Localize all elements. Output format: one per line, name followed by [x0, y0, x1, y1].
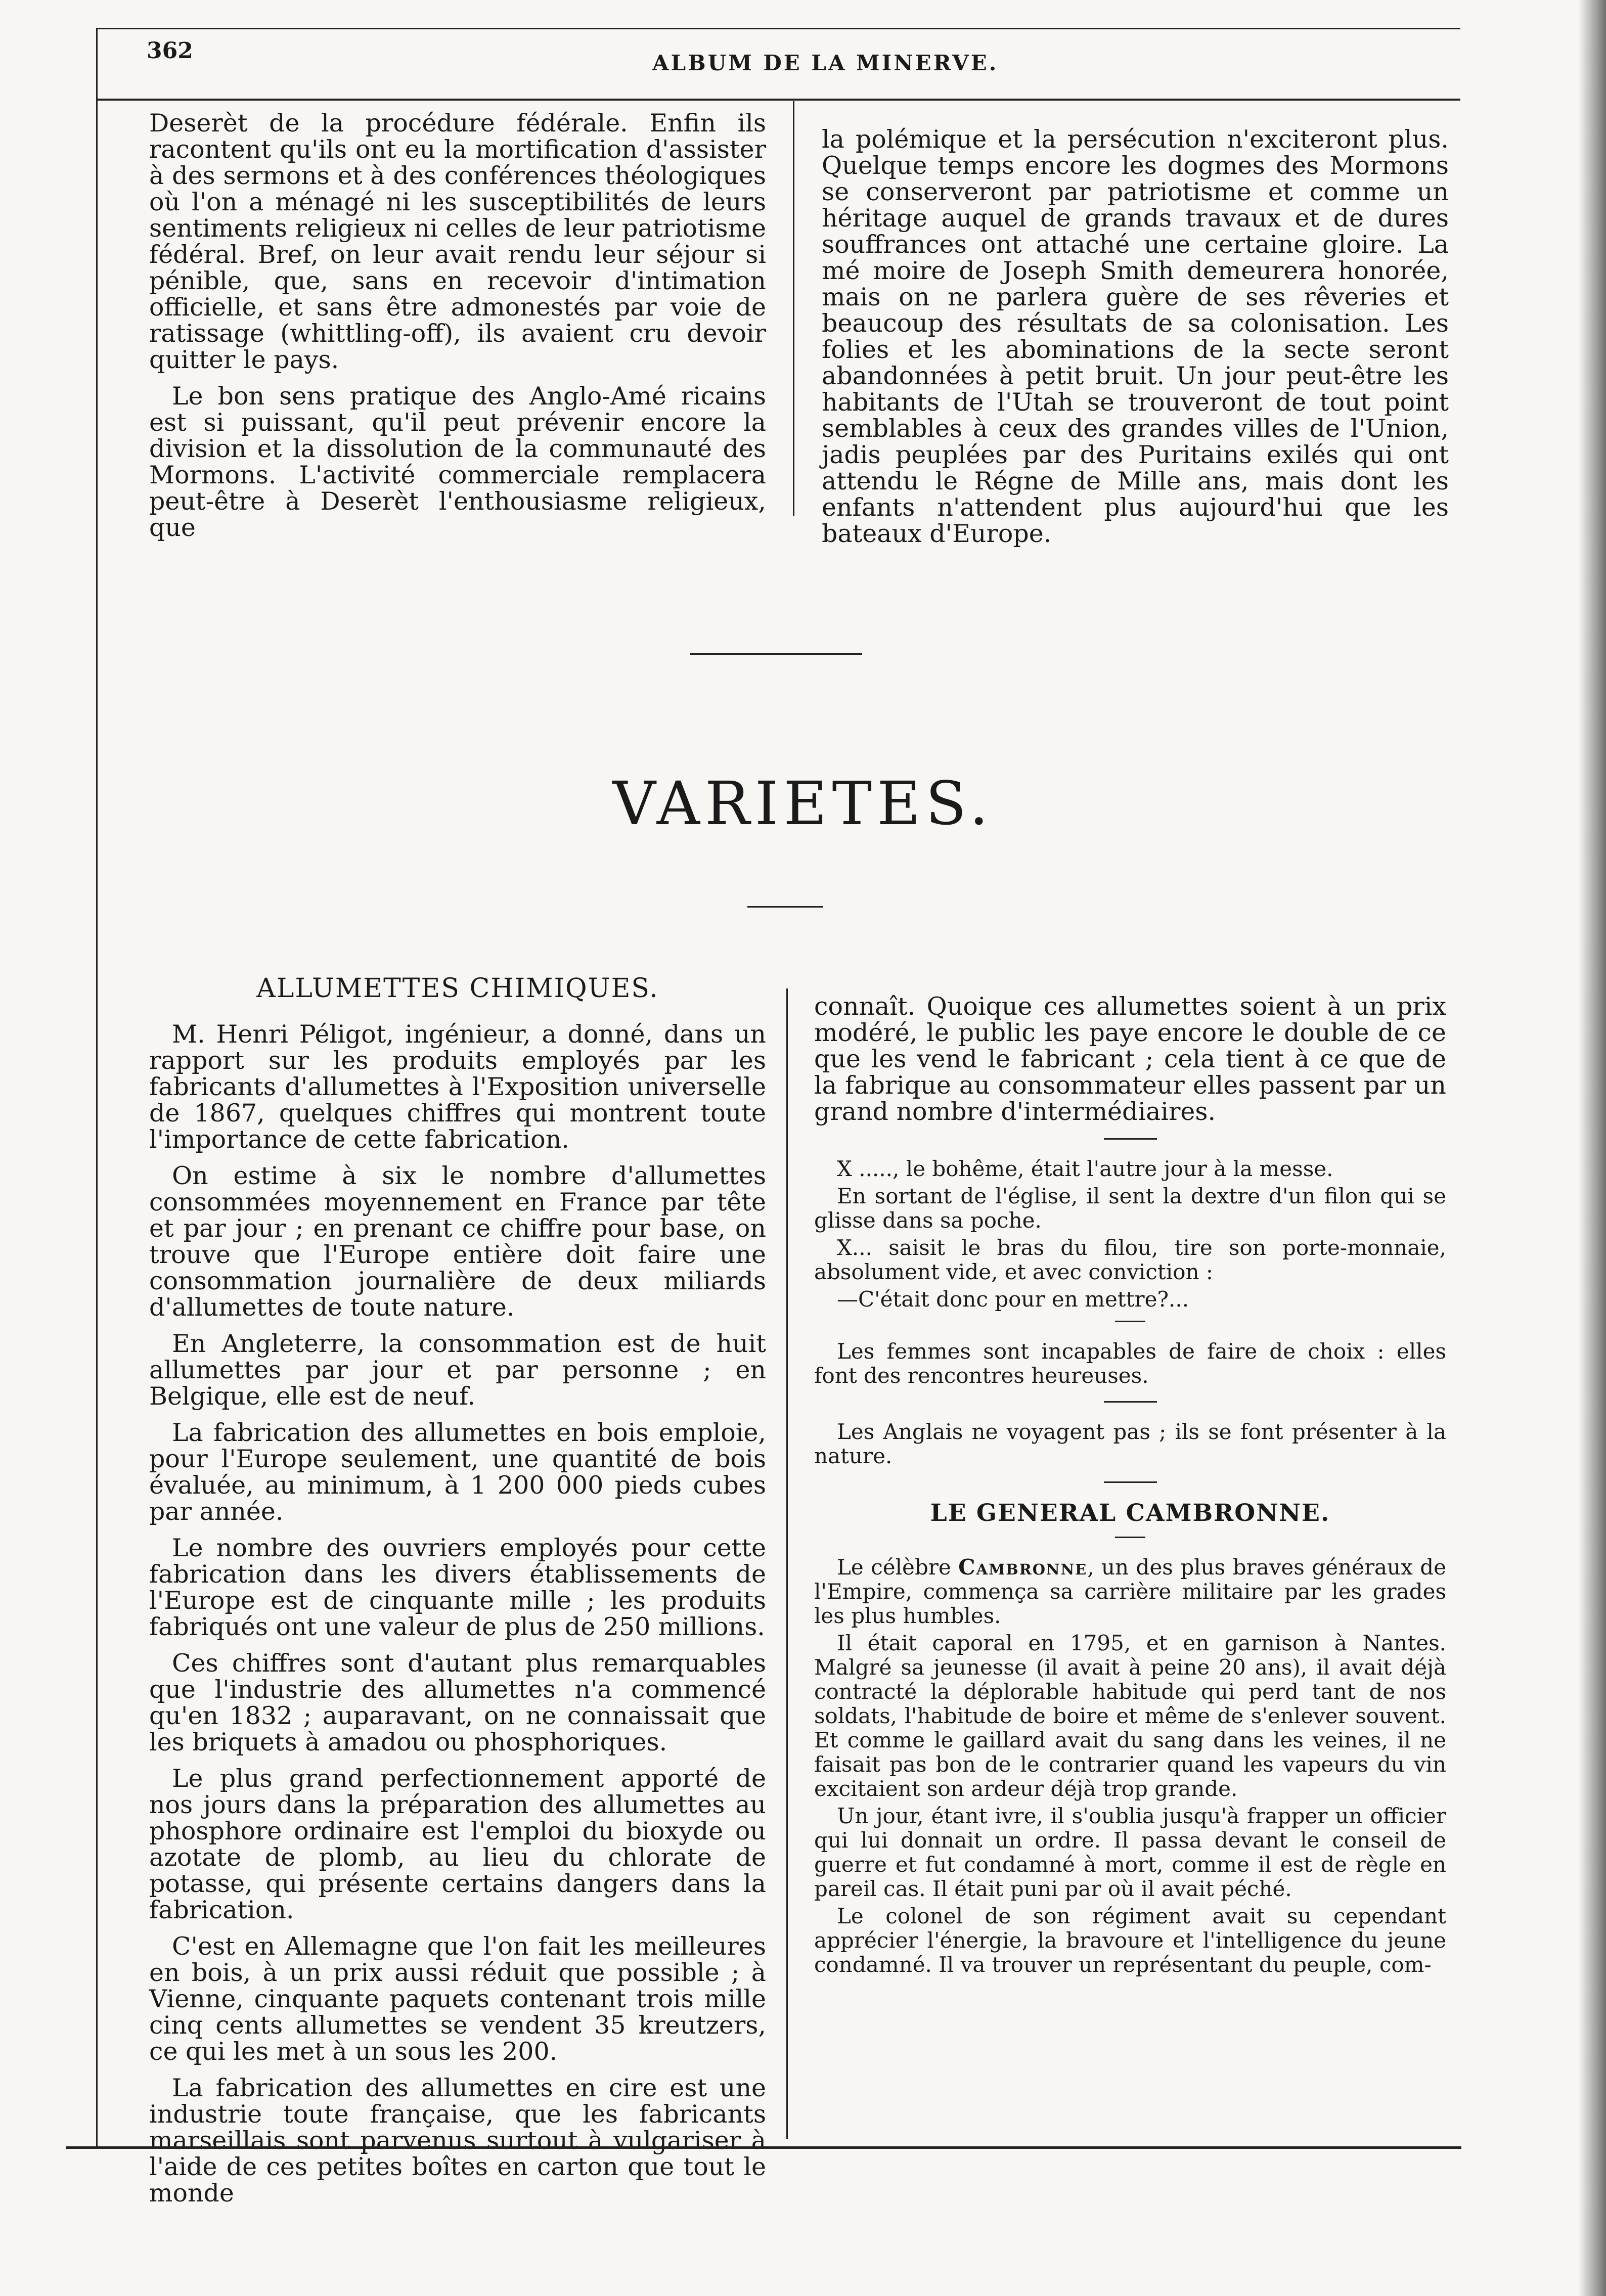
- section-separator: [690, 653, 862, 655]
- allumettes-left-column: [149, 1021, 766, 2217]
- paragraph: La fabrication des allumettes en cire est une industrie toute française, que les fabricants marseillais sont parvenus surtout à vulgariser à l'aide de ces petites boîtes en carton que tout le monde: [149, 2074, 766, 2208]
- running-title: ALBUM DE LA MINERVE.: [652, 51, 999, 75]
- cambronne-article: [814, 1555, 1446, 1977]
- paragraph: Les Anglais ne voyagent pas ; ils se font présenter à la nature.: [814, 1419, 1446, 1468]
- column-divider: [786, 988, 788, 2139]
- title-underline: [747, 906, 823, 908]
- separator: [1104, 1401, 1157, 1403]
- paragraph: X ....., le bohême, était l'autre jour à la messe.: [837, 1156, 1333, 1181]
- top-article-left-column: [149, 110, 766, 551]
- person-name: Cambronne: [958, 1555, 1088, 1580]
- right-column-varietes: [814, 994, 1446, 1980]
- column-divider: [793, 101, 794, 516]
- paragraph: Le colonel de son régiment avait su cependant apprécier l'énergie, la bravoure et l'intelligence du jeune condamné. Il va trouver un représentant du peuple, com-: [814, 1904, 1446, 1977]
- anecdote-femmes: [814, 1339, 1446, 1388]
- header-rule: [96, 99, 1460, 101]
- paragraph: [814, 1555, 1446, 1628]
- page-number: 362: [147, 38, 193, 64]
- paragraph: Le plus grand perfectionnement apporté de nos jours dans la préparation des allumettes au phosphore ordinaire est l'emploi du bioxyde ou azotate de plomb, au lieu du chlorate de potasse, qui présente certains dangers dans la fabrication.: [149, 1764, 766, 1924]
- paragraph: M. Henri Péligot, ingénieur, a donné, dans un rapport sur les produits employés par les fabricants d'allumettes à l'Exposition universelle de 1867, quelques chiffres qui montrent toute l'importance de cette fabrication.: [149, 1020, 766, 1154]
- paragraph: Ces chiffres sont d'autant plus remarquables que l'industrie des allumettes n'a commencé qu'en 1832 ; auparavant, on ne connaissait que les briquets à amadou ou phosphoriques.: [149, 1649, 766, 1757]
- paragraph: X... saisit le bras du filou, tire son porte-monnaie, absolument vide, et avec conviction :: [814, 1235, 1446, 1284]
- paragraph: En Angleterre, la consommation est de huit allumettes par jour et par personne ; en Belgique, elle est de neuf.: [149, 1329, 766, 1411]
- separator: [1115, 1321, 1145, 1322]
- paragraph: la polémique et la persécution n'exciteront plus. Quelque temps encore les dogmes des Mormons se conserveront par patriotisme et comme un héritage auquel de grands travaux et de dures souffrances ont attaché une certaine gloire. La mé moire de Joseph Smith demeurera honorée, mais on ne parlera guère de ses rêveries et beaucoup des résultats de sa colonisation. Les folies et les abominations de la secte seront abandonnées à petit bruit. Un jour peut-être les habitants de l'Utah se trouveront de tout point semblables à ceux des grandes villes de l'Union, jadis peuplées par des Puritains exilés qui ont attendu le Régne de Mille ans, mais dont les enfants n'attendent plus aujourd'hui que les bateaux d'Europe.: [822, 125, 1449, 548]
- paragraph: C'est en Allemagne que l'on fait les meilleures en bois, à un prix aussi réduit que possible ; à Vienne, cinquante paquets contenant trois mille cinq cents allumettes se vendent 35 kreutzers, ce qui les met à un sous les 200.: [149, 1932, 766, 2066]
- top-article-right-column: [822, 126, 1449, 557]
- paragraph: Un jour, étant ivre, il s'oublia jusqu'à frapper un officier qui lui donnait un ordre. Il passa devant le conseil de guerre et fut condamné à mort, comme il est de règle en pareil cas. Il était puni par où il avait péché.: [814, 1804, 1446, 1901]
- paragraph: Le nombre des ouvriers employés pour cette fabrication dans les divers établissements de l'Europe est de cinquante mille ; les produits fabriqués ont une valeur de plus de 250 millions.: [149, 1534, 766, 1641]
- top-rule: [96, 28, 1460, 29]
- text-run: , un des plus braves généraux de l'Empire, commença sa carrière militaire par les grades les plus humbles.: [814, 1555, 1446, 1628]
- paragraph: Deserèt de la procédure fédérale. Enfin ils racontent qu'ils ont eu la mortification d'assister à des sermons et à des conférences théologiques où l'on a ménagé ni les susceptibilités de leurs sentiments religieux ni celles de leur patriotisme fédéral. Bref, on leur avait rendu leur séjour si pénible, que, sans en recevoir d'intimation officielle, et sans être admonestés par voie de ratissage (whittling-off), ils avaient cru devoir quitter le pays.: [149, 109, 766, 374]
- paragraph: Il était caporal en 1795, et en garnison à Nantes. Malgré sa jeunesse (il avait à peine 20 ans), il avait déjà contracté la déplorable habitude qui perd tant de nos soldats, l'habitude de boire et même de s'enlever souvent. Et comme le gaillard avait du sang dans les veines, il ne faisait pas bon de le contrarier quand les vapeurs du vin excitaient son ardeur déjà trop grande.: [814, 1631, 1446, 1801]
- article-title-cambronne: LE GENERAL CAMBRONNE.: [930, 1499, 1330, 1527]
- section-title: VARIETES.: [612, 769, 994, 838]
- page-edge-shadow: [1578, 0, 1606, 2296]
- separator: [1104, 1481, 1157, 1483]
- paragraph: —C'était donc pour en mettre?...: [837, 1287, 1189, 1312]
- anecdote-boheme: [814, 1157, 1446, 1312]
- paragraph: On estime à six le nombre d'allumettes consommées moyennement en France par tête et par jour ; en prenant ce chiffre pour base, on trouve que l'Europe entière doit faire une consommation journalière de deux miliards d'allumettes de toute nature.: [149, 1161, 766, 1322]
- article-title-allumettes: ALLUMETTES CHIMIQUES.: [256, 973, 659, 1004]
- anecdote-anglais: [814, 1420, 1446, 1468]
- paragraph: Le bon sens pratique des Anglo-Amé ricains est si puissant, qu'il peut prévenir encore la division et la dissolution de la communauté des Mormons. L'activité commerciale remplacera peut-être à Deserèt l'enthousiasme religieux, que: [149, 382, 766, 542]
- separator: [1115, 1537, 1145, 1538]
- paragraph: La fabrication des allumettes en bois emploie, pour l'Europe seulement, une quantité de bois évaluée, au minimum, à 1 200 000 pieds cubes par année.: [149, 1418, 766, 1526]
- paragraph: Les femmes sont incapables de faire de choix : elles font des rencontres heureuses.: [814, 1339, 1446, 1388]
- paragraph: connaît. Quoique ces allumettes soient à un prix modéré, le public les paye encore le double de ce que les vend le fabricant ; cela tient à ce que de la fabrique au consommateur elles passent par un grand nombre d'intermédiaires.: [814, 992, 1446, 1126]
- separator: [1104, 1138, 1157, 1140]
- bottom-rule: [66, 2146, 1461, 2149]
- text-run: Le célèbre: [837, 1555, 959, 1580]
- paragraph: En sortant de l'église, il sent la dextre d'un filon qui se glisse dans sa poche.: [814, 1184, 1446, 1233]
